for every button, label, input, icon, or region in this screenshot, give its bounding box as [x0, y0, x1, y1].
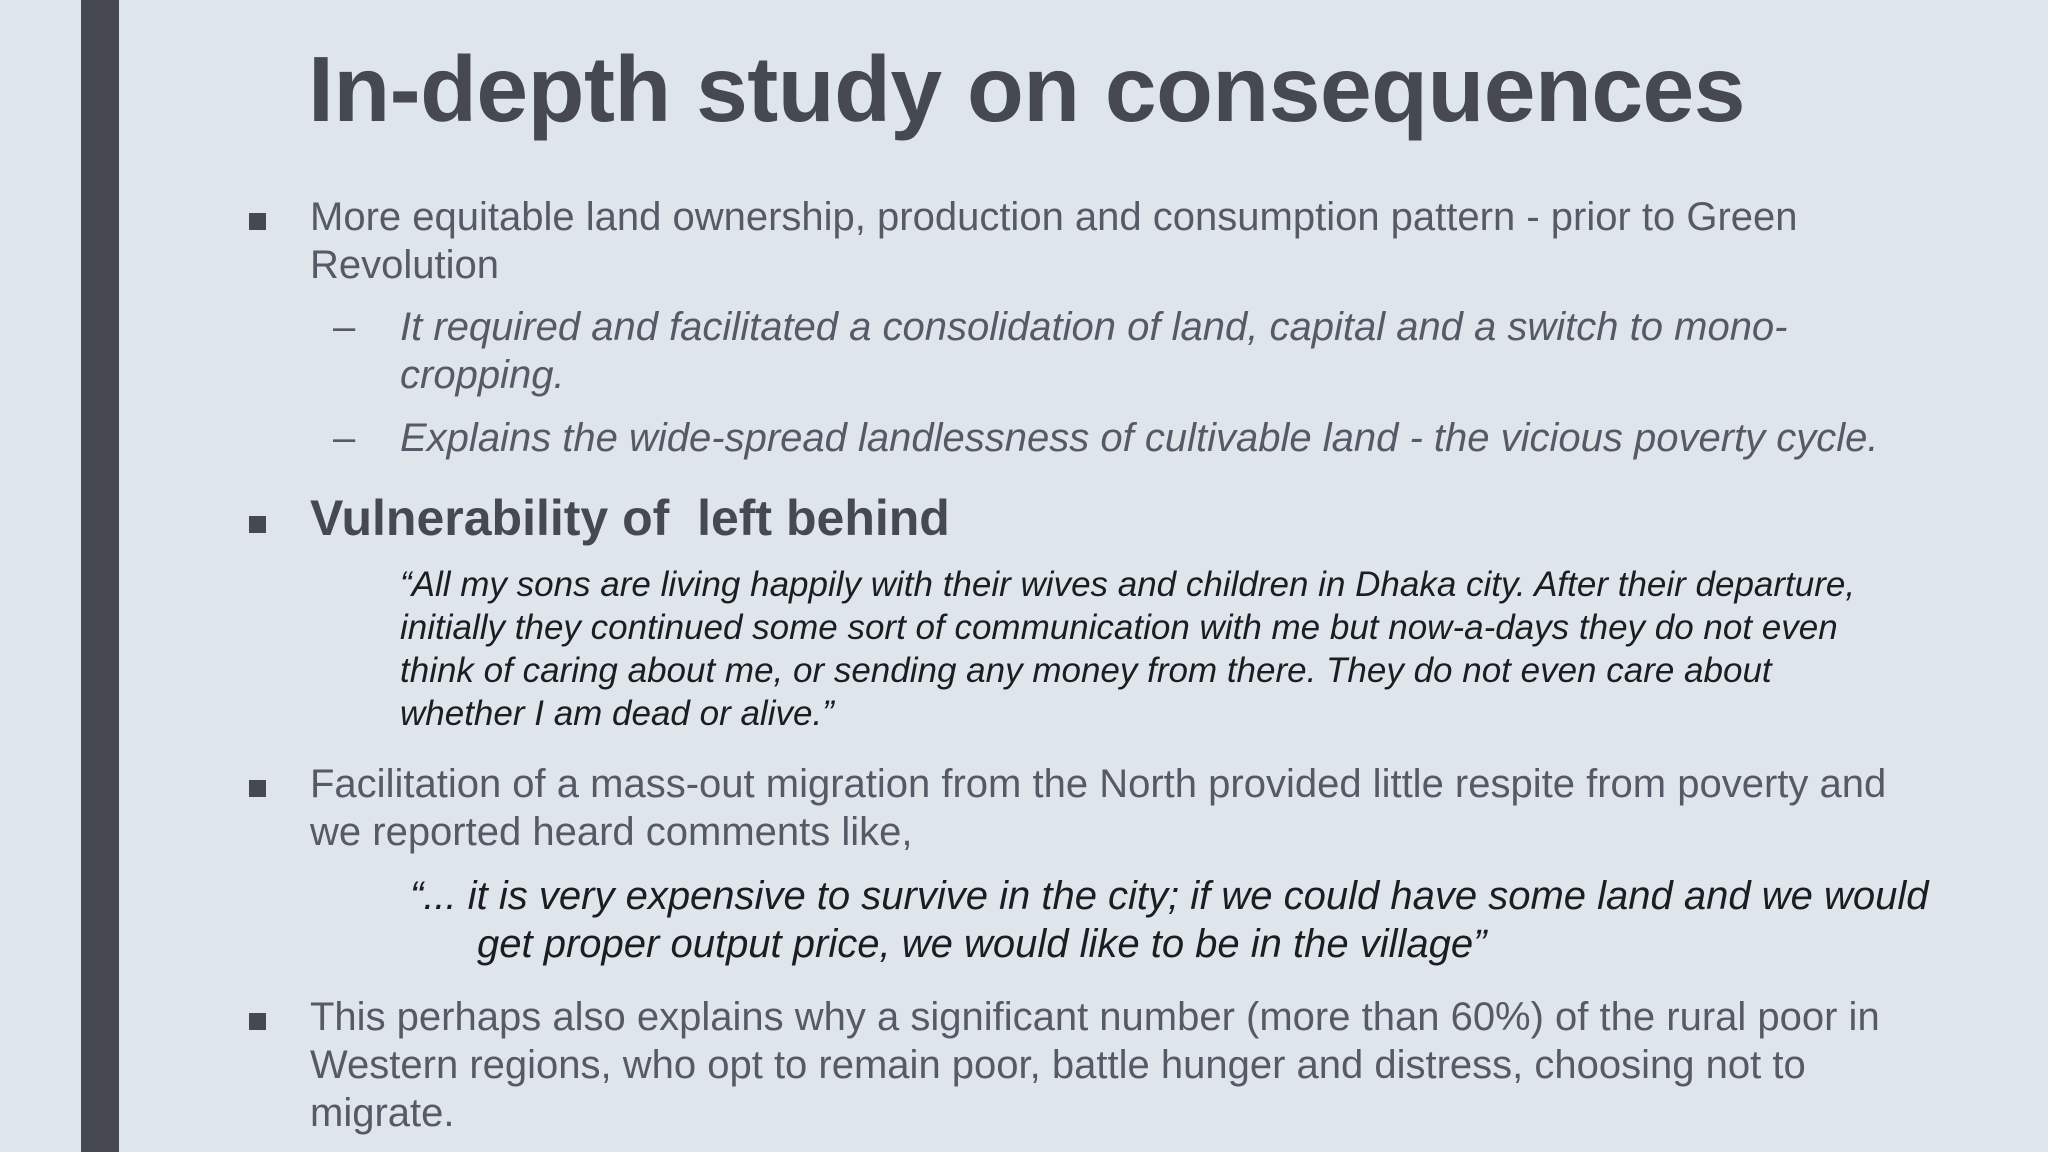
quote-block-2-line-1: “... it is very expensive to survive in the city; if we could have some land and we would [410, 874, 1929, 918]
sub-bullet-1-text: It required and facilitated a consolidation of land, capital and a switch to mono- cropping. [400, 305, 1788, 397]
bullet-2-heading: Vulnerability of left behind [310, 490, 950, 546]
dash-icon: – [333, 305, 356, 349]
bullet-4-text: This perhaps also explains why a significant number (more than 60%) of the rural poor in Western regions, who opt to remain poor, battle hunger and distress, choosing not to migrate. [310, 995, 1880, 1135]
bullet-square-icon [249, 213, 266, 230]
bullet-square-icon [249, 516, 266, 533]
bullet-square-icon [249, 780, 266, 797]
quote-block-1: “All my sons are living happily with their wives and children in Dhaka city. After their departure, initially they continued some sort of communication with me but now-a-days they do not even think of caring about me, or sending any money from there. They do not even care about whether I am dead or alive.” [400, 565, 1856, 733]
quote-block-2-line-2: get proper output price, we would like to be in the village” [477, 922, 1487, 966]
dash-icon: – [333, 416, 356, 460]
bullet-3-text: Facilitation of a mass-out migration from the North provided little respite from poverty and we reported heard comments like, [310, 762, 1887, 854]
bullet-square-icon [249, 1013, 266, 1030]
sub-bullet-2-text: Explains the wide-spread landlessness of cultivable land - the vicious poverty cycle. [400, 416, 1879, 460]
left-accent-bar [81, 0, 119, 1152]
slide-title: In-depth study on consequences [308, 37, 1745, 141]
bullet-1-text: More equitable land ownership, production and consumption pattern - prior to Green Revolution [310, 195, 1798, 287]
